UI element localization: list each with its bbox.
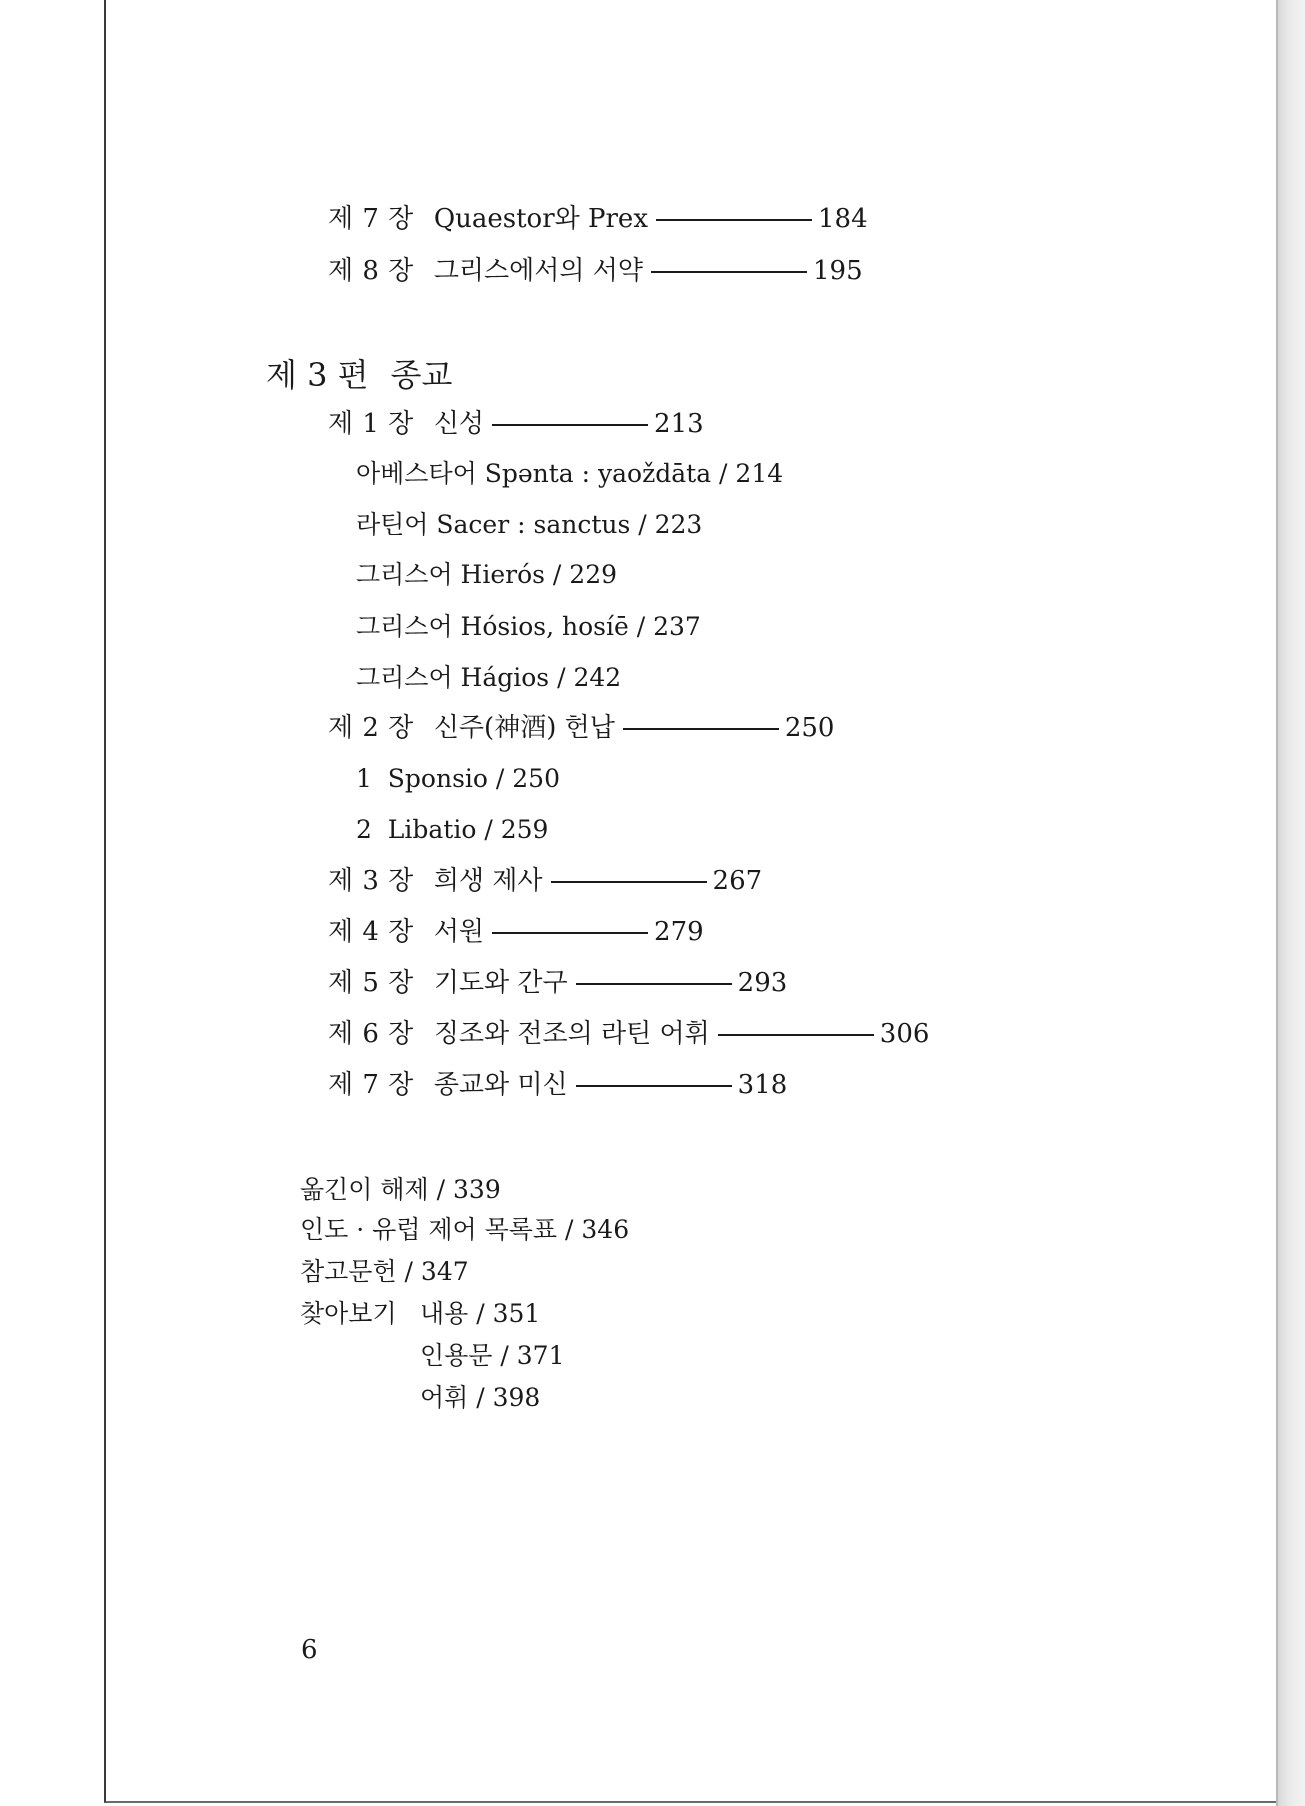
- toc-section-item[interactable]: 그리스어 Hierós / 229: [356, 560, 618, 589]
- leader-line: [576, 1085, 732, 1087]
- chapter-title: 징조와 전조의 라틴 어휘: [433, 1019, 710, 1049]
- chapter-title: 희생 제사: [433, 866, 543, 896]
- chapter-page: 213: [654, 409, 704, 439]
- chapter-title: Quaestor와 Prex: [433, 204, 648, 234]
- index-entry[interactable]: 어휘 / 398: [420, 1383, 541, 1412]
- toc-chapter-row[interactable]: [328, 711, 834, 745]
- leader-line: [718, 1034, 874, 1036]
- chapter-page: 250: [784, 713, 835, 743]
- chapter-number: 제 4 장: [328, 917, 414, 947]
- chapter-number: 제 8 장: [328, 256, 414, 286]
- chapter-page: 195: [813, 256, 863, 286]
- chapter-number: 제 2 장: [328, 713, 414, 743]
- chapter-number: 제 6 장: [328, 1019, 414, 1049]
- toc-section-item[interactable]: 1 Sponsio / 250: [356, 764, 560, 793]
- chapter-number: 제 7 장: [328, 1070, 414, 1100]
- toc-chapter-row[interactable]: [328, 1068, 787, 1102]
- chapter-title: 서원: [433, 917, 485, 947]
- toc-section-item[interactable]: 그리스어 Hósios, hosíē / 237: [356, 612, 701, 641]
- leader-line: [492, 932, 648, 934]
- leader-line: [623, 728, 779, 730]
- toc-section-item[interactable]: 2 Libatio / 259: [356, 815, 549, 844]
- chapter-title: 신주(神酒) 헌납: [433, 713, 615, 743]
- part-heading[interactable]: [266, 355, 452, 395]
- chapter-page: 306: [879, 1019, 930, 1049]
- chapter-number: 제 1 장: [328, 409, 414, 439]
- page-number: 6: [301, 1635, 318, 1665]
- chapter-title: 기도와 간구: [433, 968, 568, 998]
- part-number: 제 3 편: [266, 356, 369, 394]
- index-entry[interactable]: 내용 / 351: [420, 1299, 541, 1328]
- leader-line: [576, 983, 732, 985]
- chapter-title: 그리스에서의 서약: [433, 256, 644, 286]
- page-edge: [1276, 0, 1305, 1806]
- index-entry[interactable]: 인용문 / 371: [420, 1341, 565, 1370]
- chapter-page: 184: [818, 204, 868, 234]
- toc-chapter-row[interactable]: [328, 966, 787, 1000]
- part-name: 종교: [390, 356, 453, 394]
- toc-chapter-row[interactable]: [328, 202, 868, 236]
- toc-chapter-row[interactable]: [328, 864, 762, 898]
- toc-section-item[interactable]: 아베스타어 Spənta : yaoždāta / 214: [356, 459, 784, 488]
- chapter-title: 종교와 미신: [433, 1070, 568, 1100]
- leader-line: [492, 424, 648, 426]
- chapter-page: 318: [737, 1070, 788, 1100]
- chapter-page: 279: [654, 917, 704, 947]
- chapter-number: 제 7 장: [328, 204, 414, 234]
- toc-section-item[interactable]: 그리스어 Hágios / 242: [356, 663, 622, 692]
- toc-chapter-row[interactable]: [328, 1017, 929, 1051]
- toc-chapter-row[interactable]: [328, 915, 704, 949]
- chapter-number: 제 5 장: [328, 968, 414, 998]
- toc-section-item[interactable]: 라틴어 Sacer : sanctus / 223: [356, 510, 703, 539]
- back-matter-bibliography[interactable]: 참고문헌 / 347: [300, 1257, 469, 1286]
- chapter-title: 신성: [433, 409, 485, 439]
- index-label: 찾아보기: [300, 1299, 397, 1328]
- chapter-number: 제 3 장: [328, 866, 414, 896]
- back-matter-translator-note[interactable]: 옮긴이 해제 / 339: [300, 1175, 501, 1204]
- leader-line: [651, 271, 807, 273]
- leader-line: [656, 219, 812, 221]
- back-matter-index: [300, 1297, 540, 1331]
- toc-chapter-row[interactable]: [328, 254, 863, 288]
- back-matter-ie-table[interactable]: 인도 · 유럽 제어 목록표 / 346: [300, 1215, 630, 1244]
- chapter-page: 267: [712, 866, 763, 896]
- toc-chapter-row[interactable]: [328, 407, 704, 441]
- leader-line: [551, 881, 707, 883]
- chapter-page: 293: [737, 968, 788, 998]
